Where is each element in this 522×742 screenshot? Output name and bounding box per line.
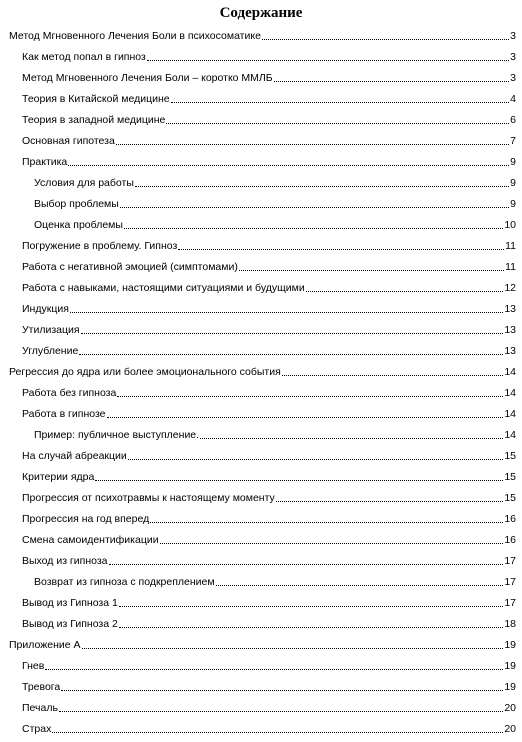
dot-leader <box>171 102 510 103</box>
toc-entry-title: Выбор проблемы <box>34 198 119 210</box>
toc-entry-title: Гнев <box>22 660 45 672</box>
dot-leader <box>45 669 503 670</box>
toc-entry[interactable] <box>0 213 522 234</box>
toc-entry-page-number: 19 <box>504 681 516 693</box>
toc-entry-title: Пример: публичное выступление. <box>34 429 200 441</box>
dot-leader <box>160 543 504 544</box>
toc-entry-title: Условия для работы <box>34 177 134 189</box>
toc-entry-title: Работа с навыками, настоящими ситуациями и будущими <box>22 282 305 294</box>
toc-entry[interactable] <box>0 570 522 591</box>
toc-entry-title: Оценка проблемы <box>34 219 123 231</box>
toc-entry[interactable] <box>0 318 522 339</box>
toc-entry-page-number: 19 <box>504 660 516 672</box>
toc-entry-title: Индукция <box>22 303 69 315</box>
toc-entry-title: Утилизация <box>22 324 80 336</box>
toc-entry-page-number: 14 <box>504 366 516 378</box>
toc-entry[interactable] <box>0 192 522 213</box>
toc-entry-page-number: 18 <box>504 618 516 630</box>
dot-leader <box>274 81 509 82</box>
dot-leader <box>59 711 503 712</box>
toc-entry-title: Практика <box>22 156 68 168</box>
toc-entry-title: Теория в Китайской медицине <box>22 93 170 105</box>
toc-entry-title: Теория в западной медицине <box>22 114 166 126</box>
toc-entry[interactable] <box>0 150 522 171</box>
toc-entry[interactable] <box>0 297 522 318</box>
toc-entry[interactable] <box>0 486 522 507</box>
toc-entry-page-number: 3 <box>510 72 516 84</box>
table-of-contents <box>0 24 522 738</box>
dot-leader <box>282 375 504 376</box>
toc-entry-page-number: 17 <box>504 597 516 609</box>
toc-entry[interactable] <box>0 696 522 717</box>
dot-leader <box>120 207 509 208</box>
toc-entry-title: Как метод попал в гипноз <box>22 51 146 63</box>
toc-entry[interactable] <box>0 591 522 612</box>
dot-leader <box>70 312 503 313</box>
dot-leader <box>262 39 509 40</box>
toc-entry-page-number: 13 <box>504 345 516 357</box>
toc-entry-page-number: 15 <box>504 492 516 504</box>
toc-entry[interactable] <box>0 717 522 738</box>
toc-entry-title: Метод Мгновенного Лечения Боли – коротко ММЛБ <box>22 72 273 84</box>
dot-leader <box>119 606 503 607</box>
toc-entry-page-number: 3 <box>510 30 516 42</box>
dot-leader <box>61 690 503 691</box>
toc-entry[interactable] <box>0 402 522 423</box>
toc-entry-title: На случай абреакции <box>22 450 127 462</box>
toc-entry-page-number: 9 <box>510 156 516 168</box>
toc-entry-page-number: 7 <box>510 135 516 147</box>
toc-entry[interactable] <box>0 339 522 360</box>
dot-leader <box>79 354 503 355</box>
toc-entry-page-number: 14 <box>504 408 516 420</box>
toc-entry-page-number: 16 <box>504 534 516 546</box>
toc-entry-title: Страх <box>22 723 52 735</box>
dot-leader <box>109 564 504 565</box>
toc-entry[interactable] <box>0 234 522 255</box>
toc-entry-title: Вывод из Гипноза 2 <box>22 618 118 630</box>
toc-entry[interactable] <box>0 276 522 297</box>
toc-entry-title: Основная гипотеза <box>22 135 115 147</box>
toc-entry-title: Тревога <box>22 681 61 693</box>
toc-entry-page-number: 4 <box>510 93 516 105</box>
toc-entry[interactable] <box>0 423 522 444</box>
dot-leader <box>119 627 503 628</box>
toc-entry[interactable] <box>0 45 522 66</box>
toc-entry[interactable] <box>0 381 522 402</box>
toc-entry-title: Работа без гипноза <box>22 387 117 399</box>
toc-entry-page-number: 14 <box>504 387 516 399</box>
toc-entry[interactable] <box>0 675 522 696</box>
toc-entry-title: Прогрессия от психотравмы к настоящему моменту <box>22 492 275 504</box>
toc-entry[interactable] <box>0 654 522 675</box>
dot-leader <box>128 459 504 460</box>
toc-entry[interactable] <box>0 129 522 150</box>
toc-entry-title: Приложение А <box>9 639 81 651</box>
toc-entry[interactable] <box>0 528 522 549</box>
toc-entry-title: Регрессия до ядра или более эмоционального события <box>9 366 281 378</box>
toc-entry-page-number: 17 <box>504 576 516 588</box>
toc-entry[interactable] <box>0 444 522 465</box>
dot-leader <box>216 585 504 586</box>
toc-entry-title: Возврат из гипноза с подкреплением <box>34 576 215 588</box>
toc-entry[interactable] <box>0 633 522 654</box>
toc-entry-page-number: 3 <box>510 51 516 63</box>
toc-entry-title: Печаль <box>22 702 58 714</box>
dot-leader <box>116 144 509 145</box>
toc-entry-page-number: 13 <box>504 303 516 315</box>
dot-leader <box>81 333 504 334</box>
toc-entry-page-number: 20 <box>504 723 516 735</box>
toc-entry-page-number: 9 <box>510 198 516 210</box>
toc-entry-title: Метод Мгновенного Лечения Боли в психосоматике <box>9 30 261 42</box>
toc-entry-title: Работа в гипнозе <box>22 408 106 420</box>
toc-entry[interactable] <box>0 255 522 276</box>
toc-entry-page-number: 10 <box>504 219 516 231</box>
toc-entry[interactable] <box>0 87 522 108</box>
dot-leader <box>150 522 503 523</box>
dot-leader <box>135 186 509 187</box>
toc-entry-title: Вывод из Гипноза 1 <box>22 597 118 609</box>
toc-entry[interactable] <box>0 507 522 528</box>
dot-leader <box>276 501 504 502</box>
toc-entry-page-number: 12 <box>504 282 516 294</box>
dot-leader <box>68 165 509 166</box>
toc-entry[interactable] <box>0 465 522 486</box>
toc-entry-title: Критерии ядра <box>22 471 95 483</box>
toc-entry-title: Углубление <box>22 345 79 357</box>
toc-entry-title: Выход из гипноза <box>22 555 108 567</box>
toc-entry[interactable] <box>0 360 522 381</box>
toc-entry-page-number: 20 <box>504 702 516 714</box>
toc-title: Содержание <box>219 5 303 21</box>
dot-leader <box>95 480 503 481</box>
dot-leader <box>82 648 504 649</box>
toc-entry[interactable] <box>0 549 522 570</box>
dot-leader <box>147 60 509 61</box>
toc-entry-page-number: 11 <box>505 261 516 273</box>
toc-entry[interactable] <box>0 171 522 192</box>
toc-entry-page-number: 15 <box>504 450 516 462</box>
toc-entry-title: Прогрессия на год вперед <box>22 513 150 525</box>
dot-leader <box>306 291 504 292</box>
toc-entry[interactable] <box>0 612 522 633</box>
toc-entry-title: Смена самоидентификации <box>22 534 159 546</box>
toc-entry-page-number: 17 <box>504 555 516 567</box>
dot-leader <box>239 270 504 271</box>
dot-leader <box>178 249 504 250</box>
toc-entry-page-number: 11 <box>505 240 516 252</box>
toc-entry-page-number: 13 <box>504 324 516 336</box>
dot-leader <box>166 123 509 124</box>
dot-leader <box>107 417 504 418</box>
toc-entry-title: Погружение в проблему. Гипноз <box>22 240 178 252</box>
dot-leader <box>200 438 503 439</box>
toc-entry-page-number: 14 <box>504 429 516 441</box>
dot-leader <box>124 228 503 229</box>
dot-leader <box>52 732 503 733</box>
toc-entry[interactable] <box>0 108 522 129</box>
toc-entry-page-number: 9 <box>510 177 516 189</box>
toc-entry[interactable] <box>0 24 522 45</box>
toc-entry-page-number: 19 <box>504 639 516 651</box>
toc-entry[interactable] <box>0 66 522 87</box>
dot-leader <box>117 396 503 397</box>
toc-entry-page-number: 16 <box>504 513 516 525</box>
toc-entry-page-number: 6 <box>510 114 516 126</box>
toc-entry-page-number: 15 <box>504 471 516 483</box>
toc-entry-title: Работа с негативной эмоцией (симптомами) <box>22 261 238 273</box>
